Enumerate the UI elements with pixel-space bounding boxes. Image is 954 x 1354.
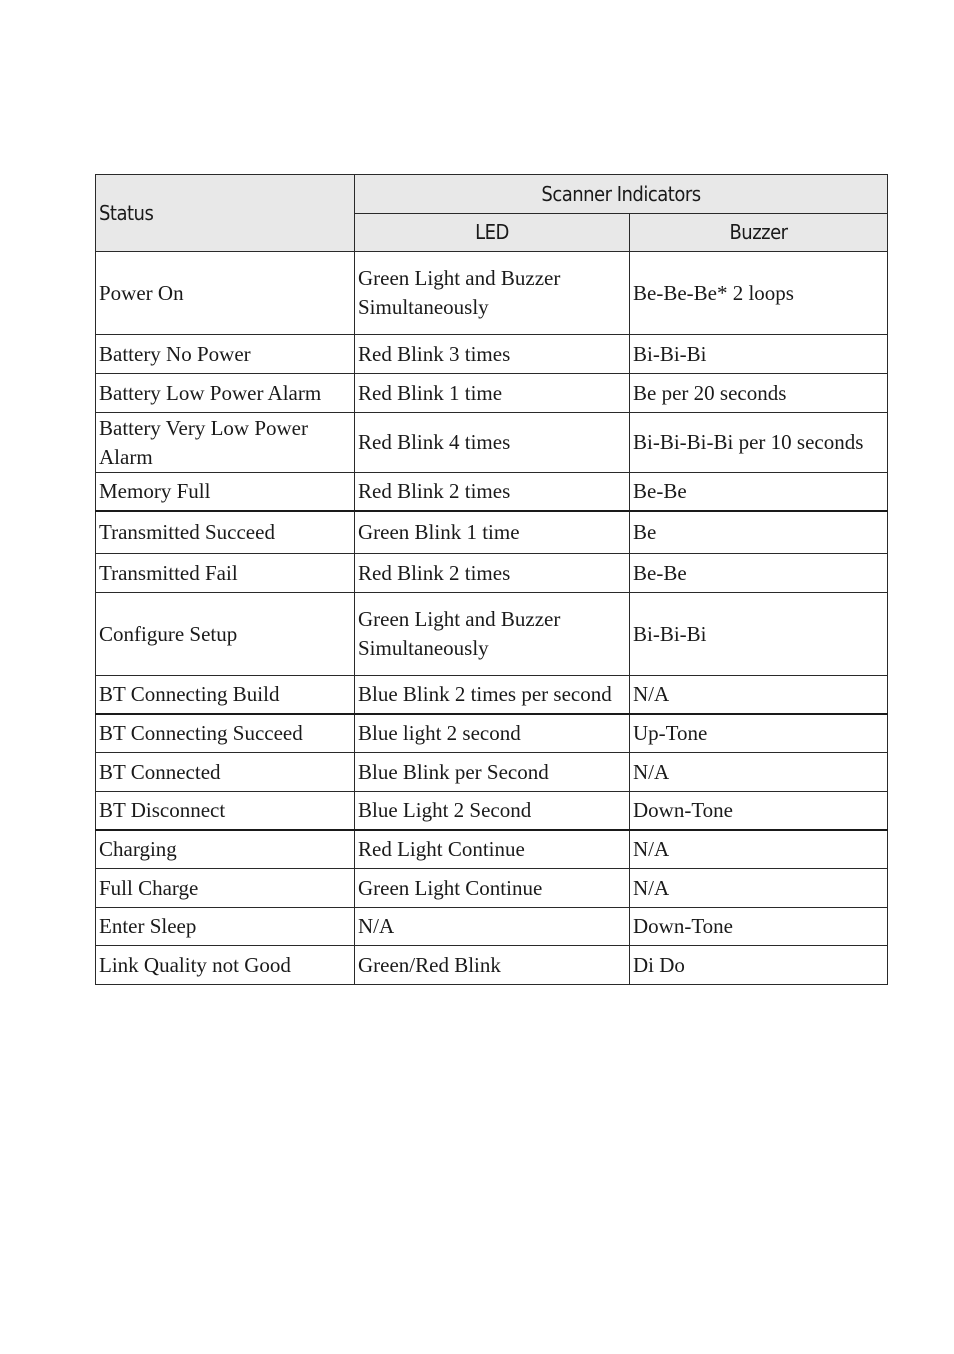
status-cell: Charging	[96, 830, 355, 869]
buzzer-cell: N/A	[630, 830, 888, 869]
table-row	[96, 714, 888, 753]
led-cell: Blue Blink 2 times per second	[355, 676, 630, 714]
status-cell: BT Connecting Succeed	[96, 714, 355, 753]
indicator-table-container	[95, 174, 887, 985]
buzzer-cell: Up-Tone	[630, 714, 888, 753]
table-row	[96, 511, 888, 554]
buzzer-cell: Down-Tone	[630, 792, 888, 830]
led-cell: N/A	[355, 908, 630, 946]
status-cell: Enter Sleep	[96, 908, 355, 946]
status-cell: Configure Setup	[96, 593, 355, 676]
buzzer-cell: Be-Be	[630, 473, 888, 511]
buzzer-cell: Di Do	[630, 946, 888, 985]
buzzer-cell: N/A	[630, 869, 888, 908]
header-led: LED	[355, 214, 630, 252]
header-buzzer: Buzzer	[630, 214, 888, 252]
table-row	[96, 792, 888, 830]
table-row	[96, 830, 888, 869]
led-cell: Red Blink 3 times	[355, 335, 630, 374]
status-cell: Battery Low Power Alarm	[96, 374, 355, 413]
table-row	[96, 593, 888, 676]
table-row	[96, 413, 888, 473]
table-row	[96, 869, 888, 908]
buzzer-cell: Be per 20 seconds	[630, 374, 888, 413]
table-row	[96, 252, 888, 335]
header-status: Status	[96, 175, 355, 252]
status-cell: Transmitted Fail	[96, 554, 355, 593]
table-row	[96, 374, 888, 413]
buzzer-cell: Bi-Bi-Bi-Bi per 10 seconds	[630, 413, 888, 473]
status-cell: Memory Full	[96, 473, 355, 511]
status-cell: Transmitted Succeed	[96, 511, 355, 554]
buzzer-cell: Be	[630, 511, 888, 554]
buzzer-cell: N/A	[630, 676, 888, 714]
led-cell: Red Blink 1 time	[355, 374, 630, 413]
buzzer-cell: Be-Be	[630, 554, 888, 593]
table-row	[96, 908, 888, 946]
led-cell: Red Light Continue	[355, 830, 630, 869]
buzzer-cell: Bi-Bi-Bi	[630, 335, 888, 374]
buzzer-cell: Be-Be-Be* 2 loops	[630, 252, 888, 335]
led-cell: Green Light Continue	[355, 869, 630, 908]
led-cell: Red Blink 4 times	[355, 413, 630, 473]
led-cell: Green Blink 1 time	[355, 511, 630, 554]
status-cell: Battery No Power	[96, 335, 355, 374]
led-cell: Blue Light 2 Second	[355, 792, 630, 830]
led-cell: Green/Red Blink	[355, 946, 630, 985]
table-row	[96, 946, 888, 985]
status-cell: Link Quality not Good	[96, 946, 355, 985]
led-cell: Blue light 2 second	[355, 714, 630, 753]
table-row	[96, 335, 888, 374]
buzzer-cell: Bi-Bi-Bi	[630, 593, 888, 676]
led-cell: Red Blink 2 times	[355, 473, 630, 511]
table-row	[96, 753, 888, 792]
buzzer-cell: N/A	[630, 753, 888, 792]
header-scanner-indicators: Scanner Indicators	[355, 175, 888, 214]
status-cell: Battery Very Low Power Alarm	[96, 413, 355, 473]
led-cell: Blue Blink per Second	[355, 753, 630, 792]
led-cell: Red Blink 2 times	[355, 554, 630, 593]
buzzer-cell: Down-Tone	[630, 908, 888, 946]
table-row	[96, 554, 888, 593]
table-row	[96, 676, 888, 714]
led-cell: Green Light and Buzzer Simultaneously	[355, 252, 630, 335]
status-cell: BT Connected	[96, 753, 355, 792]
status-cell: Full Charge	[96, 869, 355, 908]
scanner-indicator-table	[95, 174, 888, 985]
status-cell: Power On	[96, 252, 355, 335]
led-cell: Green Light and Buzzer Simultaneously	[355, 593, 630, 676]
status-cell: BT Disconnect	[96, 792, 355, 830]
status-cell: BT Connecting Build	[96, 676, 355, 714]
table-row	[96, 473, 888, 511]
